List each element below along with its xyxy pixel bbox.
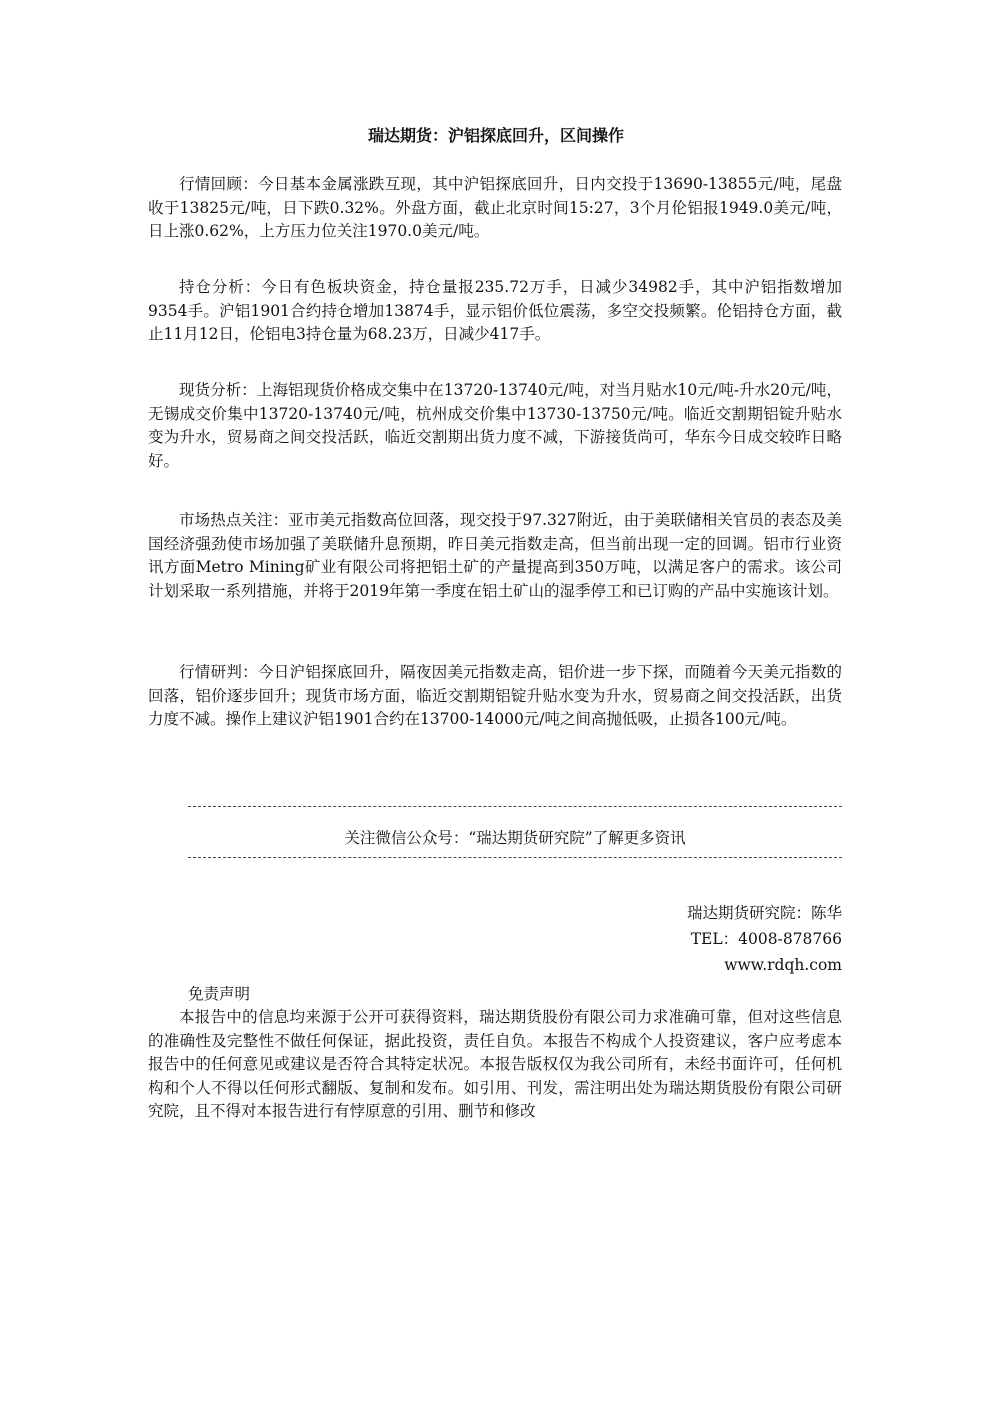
author-line: 瑞达期货研究院：陈华: [686, 904, 842, 922]
market-outlook-paragraph: [148, 661, 842, 732]
report-title: 瑞达期货：沪铝探底回升，区间操作: [367, 126, 624, 145]
market-review-paragraph: [148, 173, 842, 244]
disclaimer-text: 本报告中的信息均来源于公开可获得资料，瑞达期货股份有限公司力求准确可靠，但对这些信息的准确性及完整性不做任何保证，据此投资，责任自负。本报告不构成个人投资建议，客户应考虑本报告中的任何意见或建议是否符合其特定状况。本报告版权仅为我公司所有，未经书面许可，任何机构和个人不得以任何形式翻版、复制和发布。如引用、刊发，需注明出处为瑞达期货股份有限公司研究院，且不得对本报告进行有悖原意的引用、删节和修改: [148, 1008, 842, 1120]
disclaimer-title: 免责声明: [188, 985, 251, 1003]
section-label: 行情研判：: [179, 663, 258, 681]
tel-line: TEL：4008-878766: [690, 930, 842, 948]
position-analysis-paragraph: [148, 276, 842, 347]
top-divider: [188, 806, 842, 807]
website-line: www.rdqh.com: [724, 956, 842, 974]
section-label: 行情回顾：: [179, 175, 259, 193]
market-hotspot-paragraph: [148, 509, 842, 603]
section-label: 现货分析：: [179, 381, 257, 399]
section-text: 今日有色板块资金，持仓量报235.72万手，日减少34982手，其中沪铝指数增加9354手。沪铝1901合约持仓增加13874手，显示铝价低位震荡，多空交投频繁。伦铝持仓方面，截止11月12日，伦铝电3持仓量为68.23万，日减少417手。: [148, 278, 842, 343]
bottom-divider: [188, 857, 842, 858]
section-text: 今日沪铝探底回升，隔夜因美元指数走高，铝价进一步下探，而随着今天美元指数的回落，铝价逐步回升；现货市场方面，临近交割期铝锭升贴水变为升水，贸易商之间交投活跃，出货力度不减。操作上建议沪铝1901合约在13700-14000元/吨之间高抛低吸，止损各100元/吨。: [148, 663, 842, 728]
section-text: 亚市美元指数高位回落，现交投于97.327附近，由于美联储相关官员的表态及美国经济强劲使市场加强了美联储升息预期，昨日美元指数走高，但当前出现一定的回调。铝市行业资讯方面Metro Mining矿业有限公司将把铝土矿的产量提高到350万吨，以满足客户的需求。该公司计划采取一系列措施，并将于2019年第一季度在铝土矿山的湿季停工和已订购的产品中实施该计划。: [148, 511, 842, 600]
section-label: 持仓分析：: [179, 278, 262, 296]
wechat-notice: 关注微信公众号：“瑞达期货研究院”了解更多资讯: [344, 829, 686, 847]
section-text: 上海铝现货价格成交集中在13720-13740元/吨，对当月贴水10元/吨-升水20元/吨，无锡成交价集中13720-13740元/吨，杭州成交价集中13730-13750元/吨。临近交割期铝锭升贴水变为升水，贸易商之间交投活跃，临近交割期出货力度不减，下游接货尚可，华东今日成交较昨日略好。: [148, 381, 842, 470]
section-label: 市场热点关注：: [179, 511, 289, 529]
spot-analysis-paragraph: [148, 379, 842, 473]
section-text: 今日基本金属涨跌互现，其中沪铝探底回升，日内交投于13690-13855元/吨，尾盘收于13825元/吨，日下跌0.32%。外盘方面，截止北京时间15:27，3个月伦铝报1949.0美元/吨，日上涨0.62%，上方压力位关注1970.0美元/吨。: [148, 175, 842, 240]
